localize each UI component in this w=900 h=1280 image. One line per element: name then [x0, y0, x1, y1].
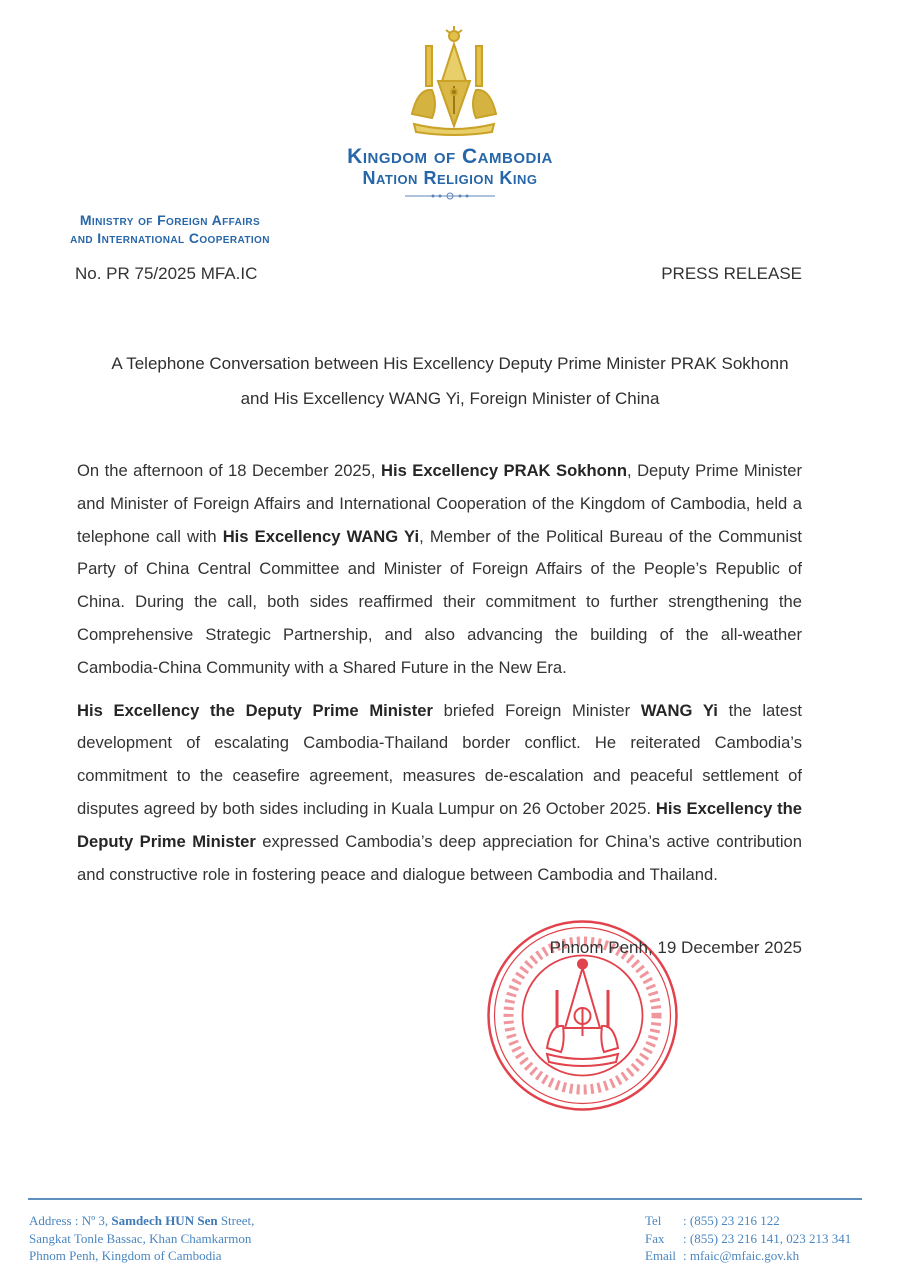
- title-line-2: and His Excellency WANG Yi, Foreign Minister of China: [240, 389, 660, 408]
- paragraph-2: [77, 695, 802, 892]
- bold-run: WANG Yi: [640, 700, 718, 720]
- text-run: the latest development of escalating Cambodia-Thailand border conflict. He reiterated Cambodia’s commitment to the ceasefire agreement, measures de-escalation and peaceful settlement of disputes agreed by both sides including in Kuala Lumpur on 26 October 2025.: [77, 700, 803, 818]
- text-run: , Deputy Prime Minister and Minister of Foreign Affairs and International Cooperation of the Kingdom of Cambodia, held a telephone call with: [77, 461, 803, 546]
- text-run: On the afternoon of 18 December 2025,: [77, 461, 381, 480]
- bold-run: His Excellency the Deputy Prime Minister: [77, 798, 802, 851]
- royal-coat-of-arms-icon: [408, 26, 500, 138]
- bold-run: His Excellency the Deputy Prime Minister: [77, 700, 433, 720]
- ministry-name: [30, 211, 310, 247]
- footer-address: [29, 1212, 254, 1265]
- tel-value: : (855) 23 216 122: [683, 1213, 780, 1228]
- address-line-2: Sangkat Tonle Bassac, Khan Chamkarmon: [29, 1230, 252, 1246]
- bold-run: His Excellency PRAK Sokhonn: [380, 461, 627, 480]
- email-value[interactable]: : mfaic@mfaic.gov.kh: [683, 1248, 800, 1263]
- fax-label: Fax: [645, 1230, 665, 1246]
- tel-label: Tel: [645, 1213, 662, 1228]
- email-label: Email: [645, 1248, 677, 1263]
- address-line-3: Phnom Penh, Kingdom of Cambodia: [29, 1248, 222, 1263]
- document-type: PRESS RELEASE: [661, 264, 802, 283]
- press-release-title: [70, 346, 830, 416]
- fax-row: [645, 1230, 851, 1248]
- footer-contact: [645, 1212, 851, 1265]
- bold-run: His Excellency WANG Yi: [222, 526, 420, 546]
- email-row: [645, 1247, 851, 1265]
- reference-number: No. PR 75/2025 MFA.IC: [75, 264, 258, 283]
- kingdom-heading: Kingdom of Cambodia: [347, 145, 553, 168]
- text-run: expressed Cambodia’s deep appreciation for China’s active contribution and constructive role in fostering peace and dialogue between Cambodia and Thailand.: [77, 831, 803, 884]
- paragraph-1: [77, 455, 802, 685]
- text-run: , Member of the Political Bureau of the Communist Party of China Central Committee and Minister of Foreign Affairs of the People’s Republic of China. During the call, both sides reaffirmed their commitment to further strengthening the Comprehensive Strategic Partnership, and also advancing the building of the all-weather Cambodia-China Community with a Shared Future in the New Era.: [77, 526, 802, 677]
- decorative-divider-icon: [405, 191, 495, 201]
- tel-row: [645, 1212, 851, 1230]
- text-run: briefed Foreign Minister: [432, 700, 641, 720]
- address-line-1: [29, 1212, 254, 1230]
- ministry-line-1: Ministry of Foreign Affairs: [79, 212, 261, 228]
- bold-run: Samdech HUN Sen: [111, 1213, 218, 1228]
- footer-divider: [28, 1198, 862, 1200]
- place-and-date: Phnom Penh, 19 December 2025: [549, 938, 802, 957]
- national-motto: Nation Religion King: [362, 168, 538, 188]
- ministry-line-2: and International Cooperation: [70, 230, 270, 246]
- title-line-1: A Telephone Conversation between His Excellency Deputy Prime Minister PRAK Sokhonn: [111, 354, 789, 373]
- press-release-body: [77, 455, 802, 901]
- text-run: Street,: [217, 1213, 255, 1228]
- fax-value: : (855) 23 216 141, 023 213 341: [683, 1230, 852, 1246]
- text-run: Address : Nº 3,: [29, 1213, 112, 1228]
